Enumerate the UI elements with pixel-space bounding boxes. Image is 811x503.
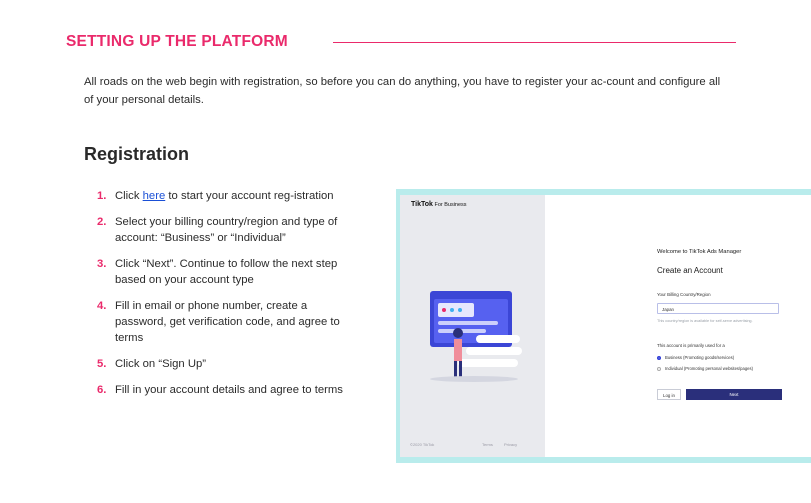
individual-radio[interactable] (657, 366, 753, 371)
registration-heading: Registration (84, 144, 190, 164)
radio-unselected-icon (657, 367, 661, 371)
account-use-label: This account is primarily used for a (657, 343, 725, 348)
footer-links (482, 442, 527, 447)
country-label: Your Billing Country/Region (657, 292, 711, 297)
login-button[interactable]: Log in (657, 389, 681, 400)
screenshot-form-panel (545, 195, 811, 457)
business-radio[interactable] (657, 355, 734, 360)
step-number: 4. (97, 300, 107, 312)
step-item (97, 188, 347, 204)
step-number: 2. (97, 216, 107, 228)
step-text: Fill in your account details and agree to terms (115, 384, 343, 396)
privacy-link[interactable]: Privacy (504, 442, 518, 447)
step-text-post: to start your account reg-istration (165, 190, 334, 202)
footer-copyright: ©2020 TikTok (410, 442, 435, 447)
signup-screenshot (396, 189, 811, 463)
step-text: Click “Next”. Continue to follow the next step based on your account type (115, 258, 338, 286)
step-item (97, 298, 347, 346)
step-item (97, 356, 347, 372)
terms-link[interactable]: Terms (482, 442, 493, 447)
step-text: Click on “Sign Up” (115, 358, 207, 370)
individual-radio-label: Individual (Promoting personal websites/pages) (665, 366, 753, 371)
radio-selected-icon (657, 356, 661, 360)
illustration-graphic (414, 285, 532, 385)
step-number: 1. (97, 190, 107, 202)
registration-steps (97, 188, 347, 408)
step-item (97, 256, 347, 288)
title-rule (333, 42, 736, 43)
step-text: Fill in email or phone number, create a password, get verification code, and agree to terms (115, 300, 340, 344)
step-text: Select your billing country/region and type of account: “Business” or “Individual” (115, 216, 338, 244)
create-account-title: Create an Account (657, 266, 723, 275)
step-number: 6. (97, 384, 107, 396)
tiktok-logo-sub: For Business (434, 202, 467, 208)
tiktok-logo (411, 201, 467, 208)
next-button[interactable]: Next (686, 389, 782, 400)
business-radio-label: Business (Promoting goods/services) (665, 355, 735, 360)
here-link[interactable]: here (142, 190, 166, 202)
screenshot-left-panel (400, 195, 545, 457)
tiktok-logo-text: TikTok (411, 201, 433, 208)
country-note: This country/region is available for self-serve advertising. (657, 319, 753, 323)
country-select[interactable]: Japan (657, 303, 779, 314)
section-title: SETTING UP THE PLATFORM (66, 33, 288, 50)
intro-paragraph: All roads on the web begin with registration, so before you can do anything, you have to register your ac-count and configure all of your personal details. (84, 76, 721, 106)
step-number: 3. (97, 258, 107, 270)
screenshot-frame (400, 195, 811, 457)
step-number: 5. (97, 358, 107, 370)
step-text-pre: Click (115, 190, 143, 202)
welcome-text: Welcome to TikTok Ads Manager (657, 249, 742, 255)
step-item (97, 214, 347, 246)
step-text (115, 188, 347, 204)
step-item (97, 382, 347, 398)
